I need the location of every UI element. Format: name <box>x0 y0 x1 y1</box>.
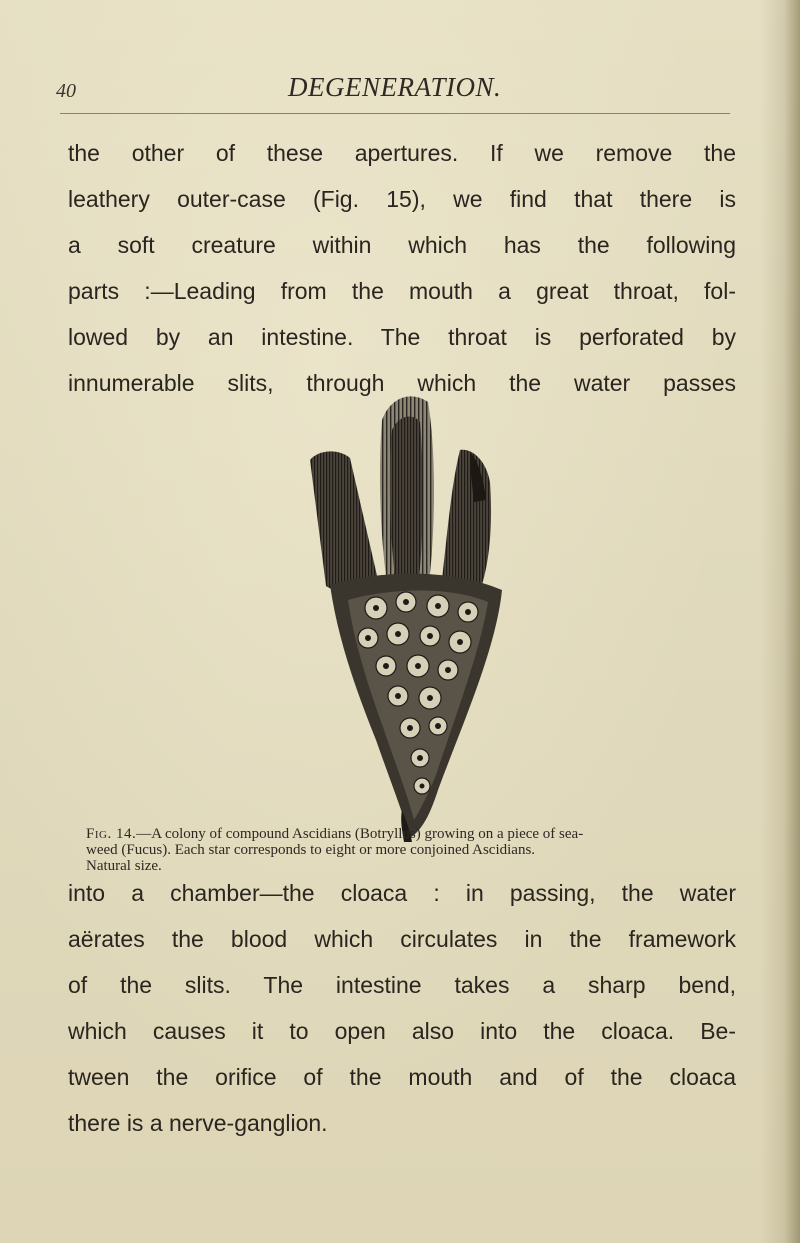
page-number: 40 <box>56 80 76 102</box>
text-line: which causes it to open also into the cloaca. Be- <box>68 1018 736 1044</box>
text-line: into a chamber—the cloaca : in passing, the water <box>68 880 736 906</box>
page-header <box>56 72 736 112</box>
text-line: aërates the blood which circulates in the framework <box>68 926 736 952</box>
frond-center-inner <box>390 416 423 586</box>
text-line: parts :—Leading from the mouth a great throat, fol- <box>68 278 736 304</box>
caption-line-2: weed (Fucus). Each star corresponds to eight or more conjoined Ascidians. <box>86 842 536 858</box>
text-line: of the slits. The intestine takes a sharp bend, <box>68 972 736 998</box>
text-line: the other of these apertures. If we remove the <box>68 140 736 166</box>
running-head: DEGENERATION. <box>288 72 502 102</box>
caption-text: —A colony of compound Ascidians (Botryllus) growing on a piece of sea- <box>136 826 584 842</box>
ascidian-colony-illustration <box>290 390 520 845</box>
caption-line-3: Natural size. <box>86 858 162 874</box>
text-line: there is a nerve-ganglion. <box>68 1110 328 1136</box>
caption-line-1 <box>86 826 736 842</box>
text-line: tween the orifice of the mouth and of the cloaca <box>68 1064 736 1090</box>
header-rule <box>60 113 730 114</box>
text-line: a soft creature within which has the following <box>68 232 736 258</box>
frond-left <box>310 451 378 590</box>
figure-caption <box>86 826 736 874</box>
figure-ascidian-colony <box>290 390 520 845</box>
paragraph-bottom <box>68 870 736 1146</box>
text-line: lowed by an intestine. The throat is perforated by <box>68 324 736 350</box>
caption-figure-label: Fig. 14. <box>86 826 137 842</box>
page-edge-shadow <box>760 0 800 1243</box>
text-line: innumerable slits, through which the water passes <box>68 370 736 396</box>
text-line: leathery outer-case (Fig. 15), we find that there is <box>68 186 736 212</box>
paragraph-top <box>68 130 736 406</box>
